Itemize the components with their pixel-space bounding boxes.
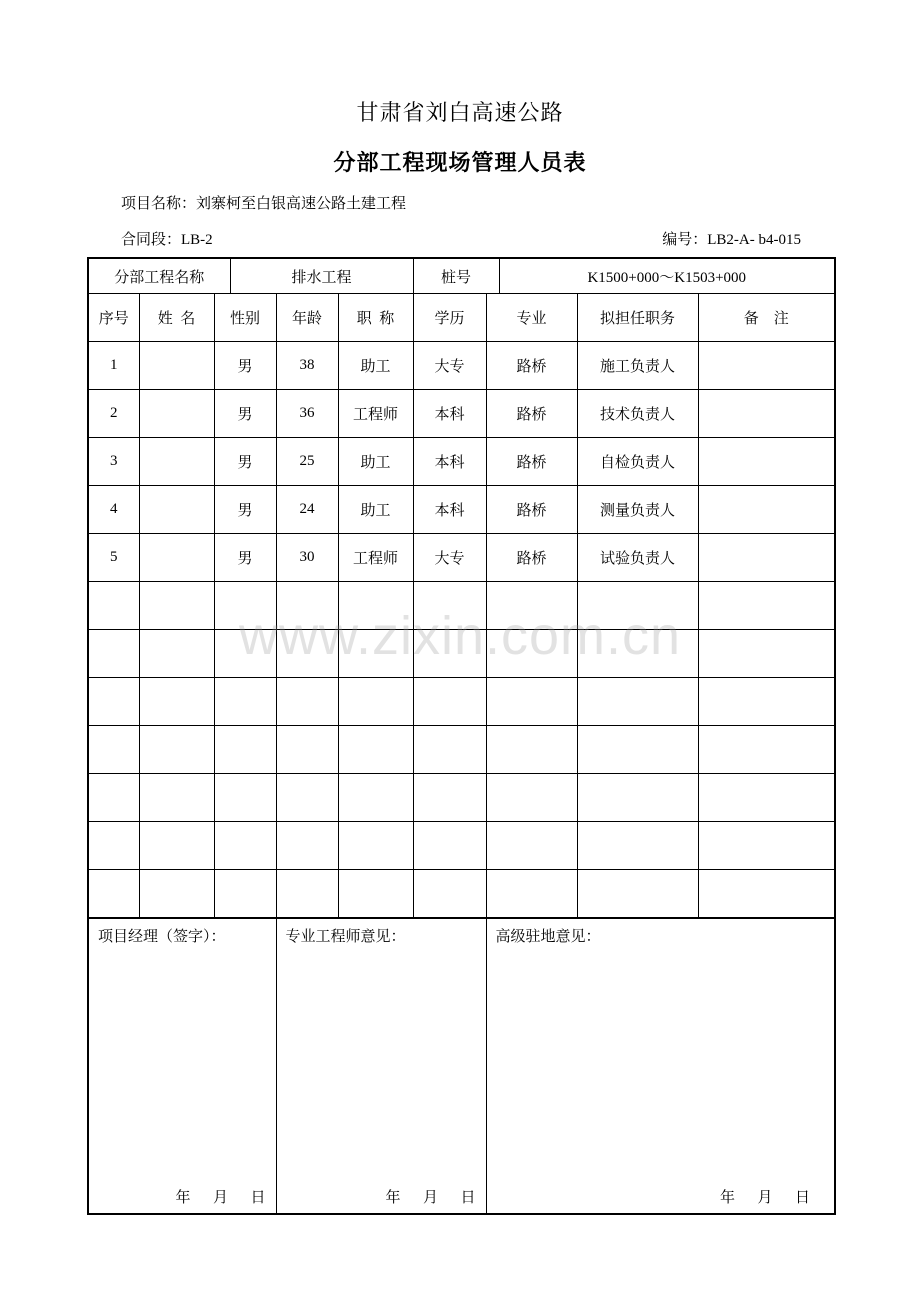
cell-education: 大专	[413, 534, 486, 582]
cell-no: 3	[88, 438, 139, 486]
empty-cell	[276, 678, 338, 726]
resident-opinion-cell	[486, 919, 835, 1215]
empty-cell	[577, 774, 698, 822]
engineer-opinion-cell	[276, 919, 486, 1215]
col-header-no: 序号	[88, 294, 139, 342]
empty-cell	[413, 822, 486, 870]
empty-cell	[698, 774, 835, 822]
empty-cell	[88, 726, 139, 774]
empty-cell	[698, 678, 835, 726]
cell-name	[139, 390, 214, 438]
col-header-remark: 备 注	[698, 294, 835, 342]
empty-cell	[276, 870, 338, 918]
cell-remark	[698, 342, 835, 390]
empty-cell	[214, 774, 276, 822]
empty-cell	[486, 774, 577, 822]
table-row	[88, 438, 835, 486]
cell-no: 2	[88, 390, 139, 438]
empty-cell	[88, 678, 139, 726]
empty-table-row	[88, 582, 835, 630]
cell-no: 1	[88, 342, 139, 390]
cell-duty: 自检负责人	[577, 438, 698, 486]
info-row	[88, 258, 835, 294]
empty-cell	[338, 678, 413, 726]
empty-cell	[139, 582, 214, 630]
empty-cell	[338, 822, 413, 870]
empty-cell	[88, 630, 139, 678]
col-header-age: 年龄	[276, 294, 338, 342]
empty-cell	[486, 726, 577, 774]
table-row	[88, 390, 835, 438]
cell-remark	[698, 534, 835, 582]
cell-duty: 试验负责人	[577, 534, 698, 582]
cell-name	[139, 438, 214, 486]
col-header-major: 专业	[486, 294, 577, 342]
cell-duty: 施工负责人	[577, 342, 698, 390]
engineer-date: 年 月 日	[385, 1190, 476, 1206]
cell-gender: 男	[214, 390, 276, 438]
project-name-label: 分部工程名称	[88, 258, 230, 294]
info-table	[87, 257, 836, 294]
cell-remark	[698, 438, 835, 486]
cell-title: 助工	[338, 486, 413, 534]
cell-major: 路桥	[486, 534, 577, 582]
cell-no: 4	[88, 486, 139, 534]
empty-cell	[338, 774, 413, 822]
empty-cell	[276, 774, 338, 822]
cell-age: 24	[276, 486, 338, 534]
empty-cell	[338, 726, 413, 774]
empty-cell	[88, 870, 139, 918]
cell-title: 工程师	[338, 390, 413, 438]
empty-cell	[698, 822, 835, 870]
table-row	[88, 486, 835, 534]
empty-cell	[577, 870, 698, 918]
empty-cell	[338, 870, 413, 918]
empty-cell	[577, 678, 698, 726]
cell-major: 路桥	[486, 390, 577, 438]
empty-cell	[139, 630, 214, 678]
column-header-row	[88, 294, 835, 342]
empty-table-row	[88, 870, 835, 918]
project-name: 项目名称：刘寨柯至白银高速公路土建工程	[121, 196, 407, 212]
cell-age: 38	[276, 342, 338, 390]
empty-cell	[276, 726, 338, 774]
empty-cell	[577, 630, 698, 678]
cell-title: 工程师	[338, 534, 413, 582]
empty-cell	[413, 726, 486, 774]
col-header-gender: 性别	[214, 294, 276, 342]
col-header-education: 学历	[413, 294, 486, 342]
cell-major: 路桥	[486, 342, 577, 390]
form-title: 分部工程现场管理人员表	[333, 150, 587, 175]
col-header-name: 姓 名	[139, 294, 214, 342]
table-row	[88, 534, 835, 582]
manager-date: 年 月 日	[175, 1190, 266, 1206]
cell-age: 36	[276, 390, 338, 438]
cell-education: 本科	[413, 486, 486, 534]
pile-value: K1500+000～K1503+000	[499, 258, 835, 294]
cell-gender: 男	[214, 342, 276, 390]
empty-cell	[214, 870, 276, 918]
cell-title: 助工	[338, 438, 413, 486]
empty-cell	[577, 822, 698, 870]
empty-cell	[139, 774, 214, 822]
cell-title: 助工	[338, 342, 413, 390]
resident-date: 年 月 日	[719, 1190, 810, 1206]
empty-table-row	[88, 822, 835, 870]
cell-gender: 男	[214, 438, 276, 486]
empty-cell	[139, 822, 214, 870]
empty-cell	[698, 630, 835, 678]
empty-table-row	[88, 630, 835, 678]
empty-cell	[139, 678, 214, 726]
empty-cell	[486, 678, 577, 726]
col-header-duty: 拟担任职务	[577, 294, 698, 342]
cell-education: 本科	[413, 438, 486, 486]
empty-cell	[486, 630, 577, 678]
empty-cell	[139, 726, 214, 774]
empty-cell	[698, 870, 835, 918]
cell-major: 路桥	[486, 438, 577, 486]
empty-cell	[413, 630, 486, 678]
cell-remark	[698, 486, 835, 534]
empty-cell	[413, 582, 486, 630]
cell-education: 大专	[413, 342, 486, 390]
document-title: 甘肃省刘白高速公路	[356, 100, 564, 125]
empty-cell	[486, 582, 577, 630]
cell-name	[139, 534, 214, 582]
empty-cell	[139, 870, 214, 918]
signature-row	[88, 919, 835, 1215]
resident-opinion-label: 高级驻地意见：	[495, 929, 601, 945]
empty-cell	[276, 582, 338, 630]
cell-gender: 男	[214, 534, 276, 582]
empty-cell	[413, 870, 486, 918]
signature-table	[87, 918, 836, 1215]
empty-cell	[338, 630, 413, 678]
empty-cell	[577, 726, 698, 774]
col-header-title: 职 称	[338, 294, 413, 342]
cell-name	[139, 342, 214, 390]
empty-cell	[486, 822, 577, 870]
empty-cell	[338, 582, 413, 630]
empty-cell	[214, 726, 276, 774]
cell-age: 30	[276, 534, 338, 582]
cell-duty: 技术负责人	[577, 390, 698, 438]
cell-age: 25	[276, 438, 338, 486]
cell-name	[139, 486, 214, 534]
empty-cell	[276, 630, 338, 678]
empty-cell	[413, 774, 486, 822]
empty-cell	[698, 582, 835, 630]
cell-no: 5	[88, 534, 139, 582]
form-code: 编号：LB2-A- b4-015	[662, 232, 801, 248]
empty-cell	[214, 630, 276, 678]
cell-education: 本科	[413, 390, 486, 438]
empty-cell	[577, 582, 698, 630]
watermark: www.zixin.com.cn	[238, 606, 682, 666]
project-name-value: 排水工程	[230, 258, 413, 294]
cell-major: 路桥	[486, 486, 577, 534]
manager-signature-label: 项目经理（签字）：	[98, 929, 226, 945]
empty-table-row	[88, 774, 835, 822]
empty-cell	[214, 678, 276, 726]
contract-section: 合同段：LB-2	[121, 232, 213, 248]
personnel-table	[87, 293, 836, 918]
empty-cell	[486, 870, 577, 918]
pile-label: 桩号	[413, 258, 499, 294]
empty-cell	[214, 822, 276, 870]
empty-cell	[88, 822, 139, 870]
cell-duty: 测量负责人	[577, 486, 698, 534]
manager-signature-cell	[88, 919, 276, 1215]
empty-cell	[88, 774, 139, 822]
empty-table-row	[88, 678, 835, 726]
empty-cell	[698, 726, 835, 774]
cell-remark	[698, 390, 835, 438]
empty-cell	[88, 582, 139, 630]
empty-cell	[413, 678, 486, 726]
engineer-opinion-label: 专业工程师意见：	[285, 929, 406, 945]
empty-table-row	[88, 726, 835, 774]
empty-cell	[214, 582, 276, 630]
empty-cell	[276, 822, 338, 870]
cell-gender: 男	[214, 486, 276, 534]
table-row	[88, 342, 835, 390]
